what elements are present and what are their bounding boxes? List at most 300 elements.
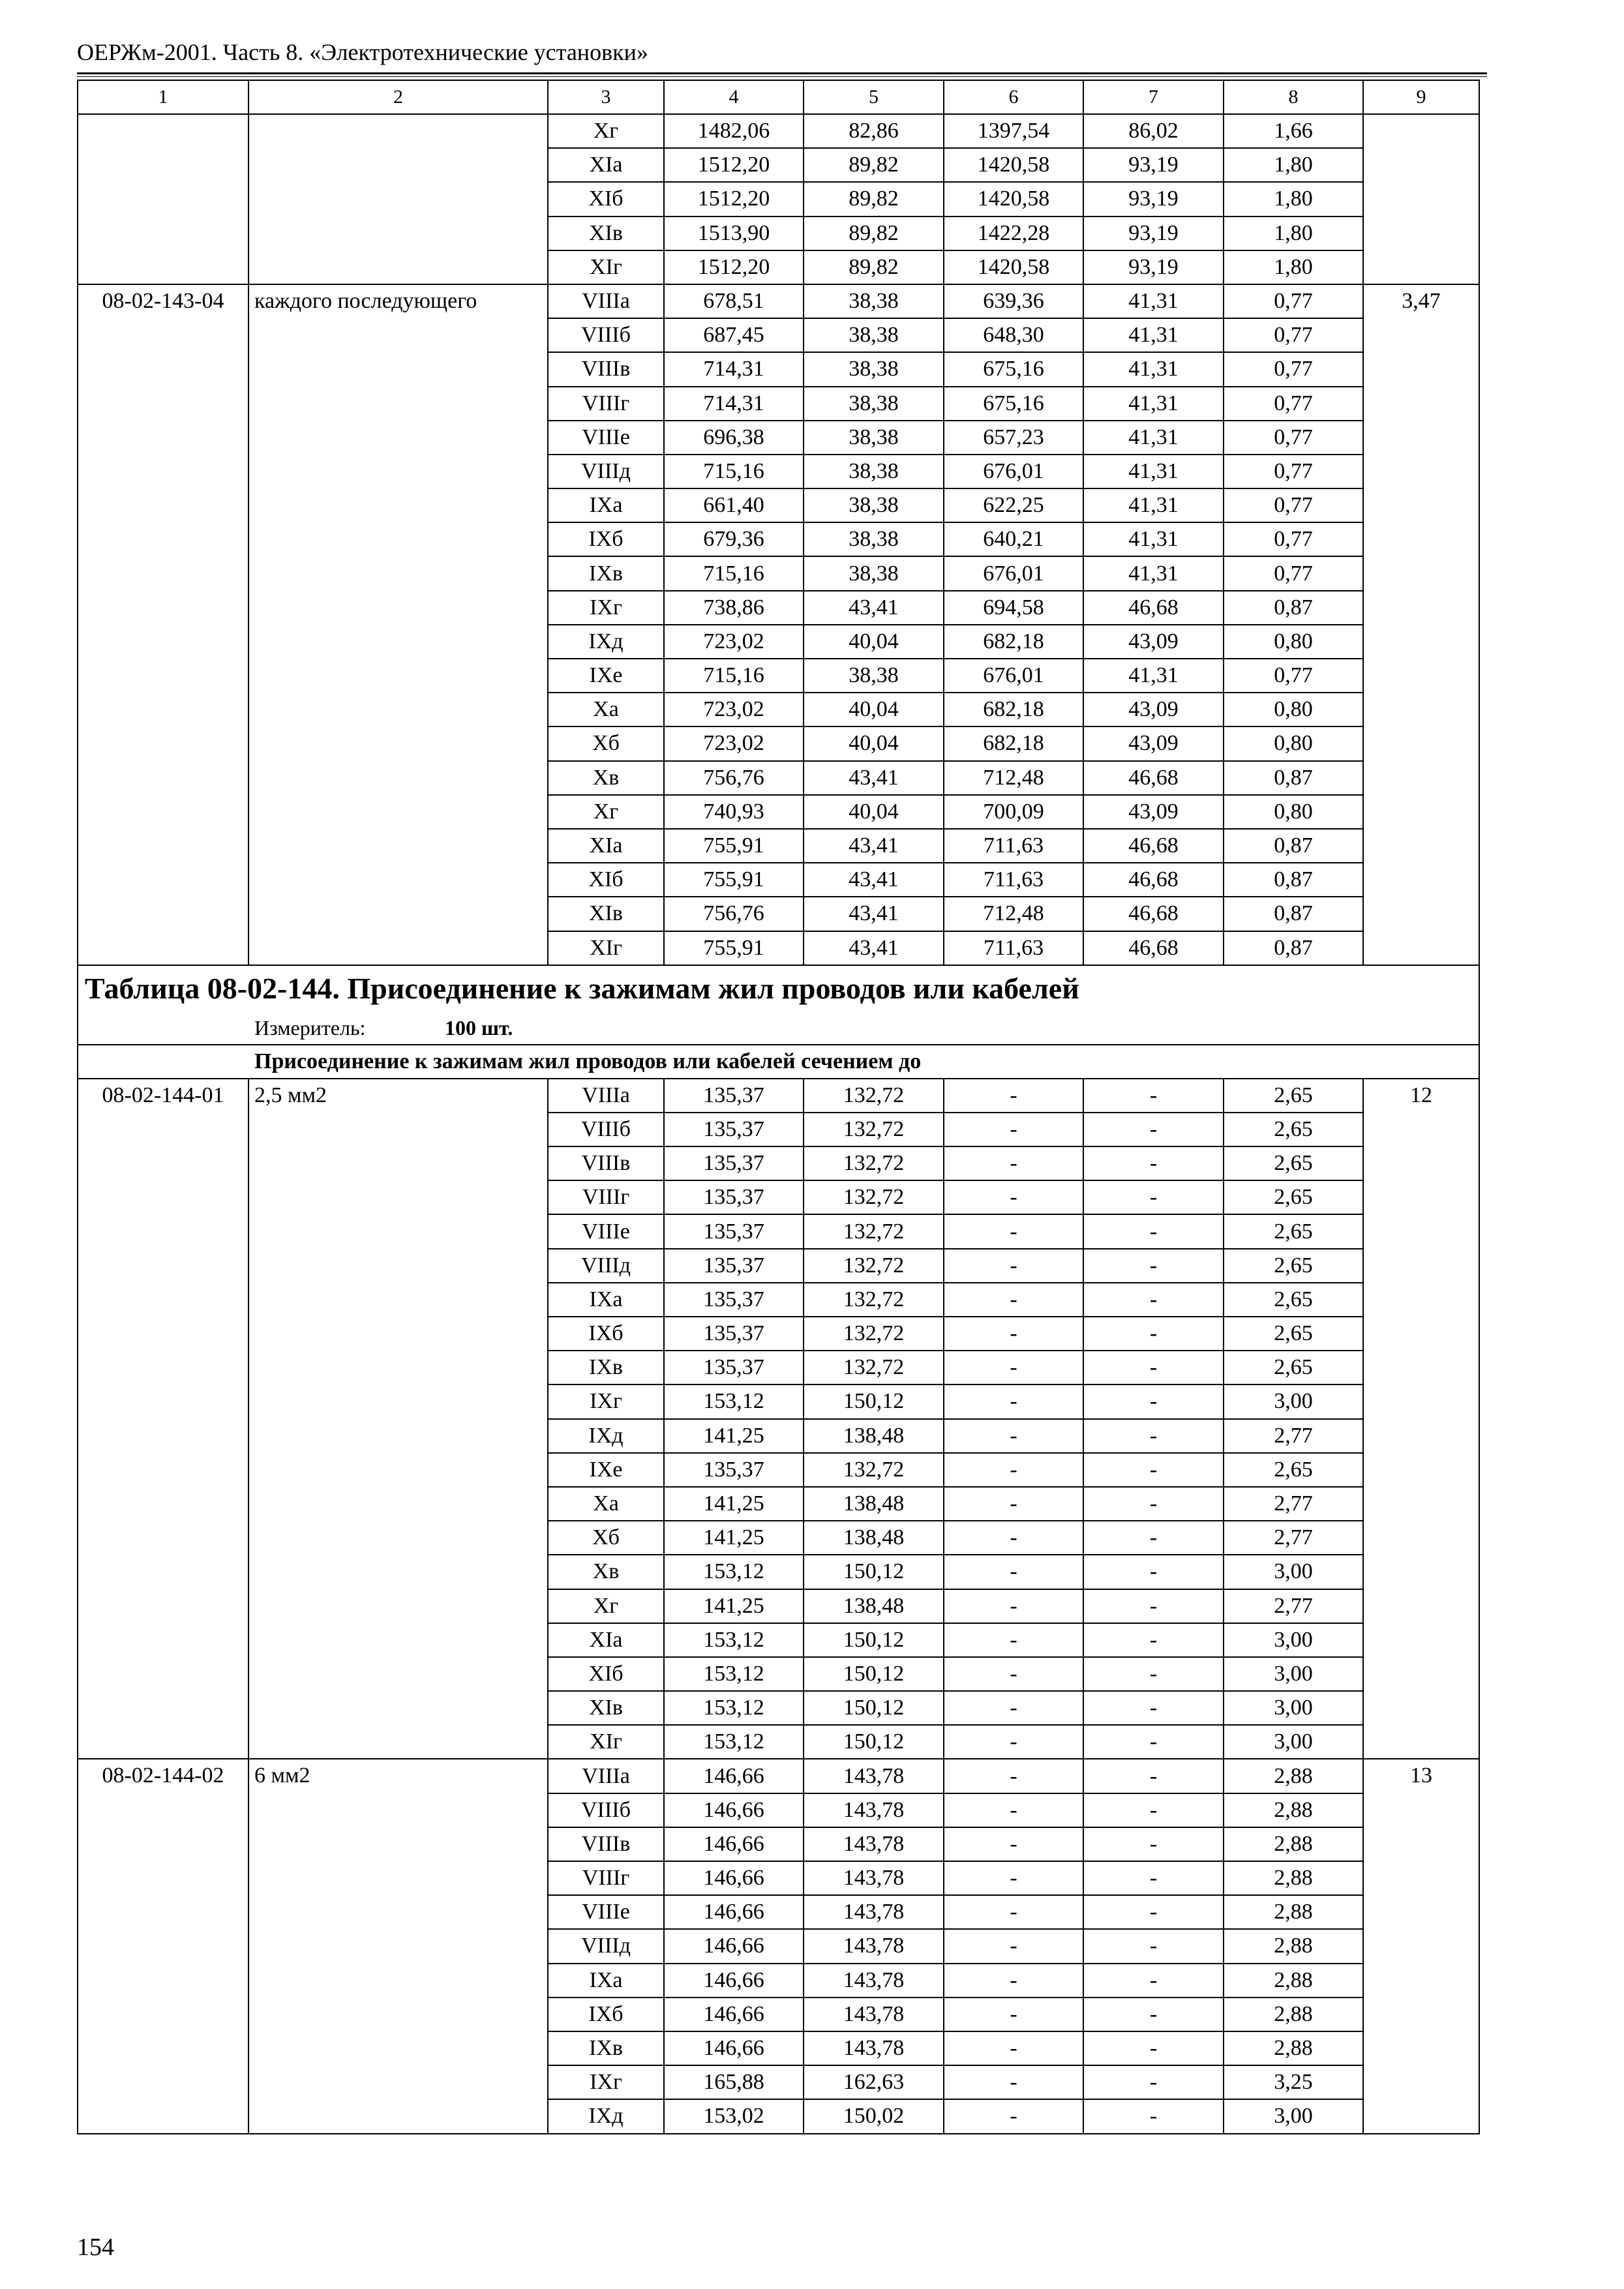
table-cell: 43,41 [804,829,944,863]
table-cell: 0,80 [1224,693,1363,726]
table-cell: 146,66 [664,1759,804,1793]
table-cell: 150,02 [804,2099,944,2133]
measure-value: 100 шт. [445,1015,513,1040]
table-cell: 46,68 [1083,591,1224,625]
table-cell: - [1083,1861,1224,1895]
table-cell: 150,12 [804,1725,944,1759]
table-cell: 150,12 [804,1657,944,1691]
table-cell: VIIIа [548,1079,664,1113]
table-cell: 0,77 [1224,318,1363,352]
table-cell: - [944,1113,1083,1146]
table-cell: 146,66 [664,2031,804,2065]
table-cell: Xв [548,761,664,795]
table-cell: VIIIа [548,284,664,318]
table-cell: 146,66 [664,1895,804,1929]
table-cell: 46,68 [1083,863,1224,897]
column-number: 7 [1083,80,1224,114]
table-cell: 138,48 [804,1589,944,1623]
table-cell: - [944,1521,1083,1555]
table-cell: IXд [548,625,664,659]
table-cell: IXб [548,522,664,556]
table-cell: 38,38 [804,455,944,488]
table-cell: 43,41 [804,863,944,897]
table-cell: IXг [548,1384,664,1418]
table-cell: 3,00 [1224,1555,1363,1589]
table-cell: 755,91 [664,931,804,965]
table-cell: 146,66 [664,1861,804,1895]
table-cell: 40,04 [804,625,944,659]
group-08-02-143-04-name: каждого последующего [248,284,548,965]
table-cell: IXе [548,1453,664,1487]
table-cell: 639,36 [944,284,1083,318]
table-cell: - [1083,1283,1224,1317]
group-08-02-144-01-col9: 12 [1363,1079,1479,1759]
table-cell: 143,78 [804,1895,944,1929]
section-subtitle-row [78,1045,1479,1079]
table-cell: 93,19 [1083,250,1224,284]
table-cell: 135,37 [664,1214,804,1248]
table-cell: 0,77 [1224,488,1363,522]
table-cell: IXа [548,488,664,522]
table-cell: 146,66 [664,1827,804,1861]
table-cell: IXв [548,556,664,590]
table-cell: 661,40 [664,488,804,522]
table-cell: 2,88 [1224,2031,1363,2065]
table-cell: 714,31 [664,387,804,421]
table-cell: - [1083,2031,1224,2065]
table-cell: 1420,58 [944,182,1083,216]
table-cell: 756,76 [664,897,804,931]
table-cell: 46,68 [1083,931,1224,965]
table-cell: IXа [548,1964,664,1997]
table-cell: 143,78 [804,1997,944,2031]
table-cell: VIIIб [548,1793,664,1827]
table-cell: 2,65 [1224,1113,1363,1146]
table-cell: 89,82 [804,217,944,250]
table-cell: 711,63 [944,931,1083,965]
table-cell: - [1083,1453,1224,1487]
table-cell: 723,02 [664,726,804,760]
table-cell: - [1083,1351,1224,1384]
column-number: 9 [1363,80,1479,114]
table-cell: 150,12 [804,1384,944,1418]
table-cell: 0,77 [1224,556,1363,590]
table-cell: - [1083,2099,1224,2133]
column-number: 4 [664,80,804,114]
column-number: 8 [1224,80,1363,114]
table-cell: Xг [548,795,664,829]
table-cell: 1,80 [1224,250,1363,284]
table-cell: XIб [548,1657,664,1691]
table-cell: 89,82 [804,182,944,216]
table-cell: 0,80 [1224,726,1363,760]
table-cell: 38,38 [804,659,944,693]
table-cell: - [944,1351,1083,1384]
group-08-02-144-01-code: 08-02-144-01 [78,1079,248,1759]
table-cell: 38,38 [804,421,944,455]
table-cell: - [944,1555,1083,1589]
table-cell: 755,91 [664,863,804,897]
continued-group-name [248,114,548,284]
table-cell: 150,12 [804,1623,944,1657]
table-cell: 2,65 [1224,1317,1363,1351]
table-cell: VIIIд [548,1929,664,1963]
table-cell: 2,88 [1224,1861,1363,1895]
table-cell: 132,72 [804,1079,944,1113]
table-cell: 696,38 [664,421,804,455]
table-cell: 41,31 [1083,387,1224,421]
table-cell: XIв [548,217,664,250]
table-cell: VIIIг [548,1180,664,1214]
table-cell: - [1083,1623,1224,1657]
table-cell: 146,66 [664,1997,804,2031]
table-cell: 153,12 [664,1384,804,1418]
table-cell: 43,41 [804,591,944,625]
table-cell: 38,38 [804,488,944,522]
table-cell: 138,48 [804,1487,944,1521]
table-cell: 135,37 [664,1283,804,1317]
table-cell: - [1083,1249,1224,1283]
table-cell: 3,00 [1224,1691,1363,1725]
group-08-02-143-04-col9: 3,47 [1363,284,1479,965]
table-cell: - [944,1419,1083,1453]
table-cell: 153,12 [664,1555,804,1589]
table-cell: - [944,1214,1083,1248]
table-cell: VIIIв [548,1827,664,1861]
measure-label: Измеритель: [254,1015,366,1040]
continued-group-col9 [1363,114,1479,284]
table-cell: 2,65 [1224,1351,1363,1384]
table-cell: 41,31 [1083,284,1224,318]
page-number: 154 [77,2234,114,2261]
table-cell: - [944,1759,1083,1793]
table-cell: IXб [548,1997,664,2031]
table-cell: 89,82 [804,250,944,284]
table-cell: - [1083,1146,1224,1180]
table-cell: 135,37 [664,1249,804,1283]
table-cell: - [944,1384,1083,1418]
group-08-02-143-04-code: 08-02-143-04 [78,284,248,965]
measure-cell [78,1011,1479,1045]
table-cell: XIг [548,931,664,965]
table-cell: VIIIд [548,455,664,488]
table-cell: 132,72 [804,1249,944,1283]
table-cell: 3,25 [1224,2065,1363,2099]
table-cell: 676,01 [944,455,1083,488]
table-cell: 143,78 [804,1793,944,1827]
table-cell: VIIIг [548,1861,664,1895]
table-cell: 648,30 [944,318,1083,352]
table-cell: 40,04 [804,726,944,760]
table-cell: 0,87 [1224,863,1363,897]
table-cell: 86,02 [1083,114,1224,148]
table-cell: 132,72 [804,1146,944,1180]
table-cell: 141,25 [664,1589,804,1623]
table-cell: 0,87 [1224,897,1363,931]
table-cell: 46,68 [1083,897,1224,931]
table-cell: 153,12 [664,1623,804,1657]
table-cell: Xа [548,1487,664,1521]
table-cell: - [1083,1827,1224,1861]
table-cell: VIIIв [548,1146,664,1180]
table-cell: 40,04 [804,795,944,829]
table-cell: 712,48 [944,897,1083,931]
table-cell: 0,77 [1224,284,1363,318]
table-cell: 682,18 [944,726,1083,760]
table-cell: 0,80 [1224,795,1363,829]
table-cell: - [944,1691,1083,1725]
table-cell: IXг [548,2065,664,2099]
table-cell: - [944,1589,1083,1623]
table-cell: 132,72 [804,1351,944,1384]
table-cell: 2,88 [1224,1929,1363,1963]
table-cell: 132,72 [804,1283,944,1317]
table-cell: 2,88 [1224,1895,1363,1929]
table-cell: VIIIе [548,1895,664,1929]
table-cell: 2,65 [1224,1214,1363,1248]
table-cell: VIIIб [548,1113,664,1146]
table-cell: 153,12 [664,1725,804,1759]
table-cell: 141,25 [664,1419,804,1453]
table-cell: 711,63 [944,863,1083,897]
table-cell: 46,68 [1083,829,1224,863]
table-cell: - [1083,1589,1224,1623]
table-cell: - [944,2031,1083,2065]
table-cell: - [1083,1997,1224,2031]
table-cell: 715,16 [664,556,804,590]
table-cell: XIа [548,1623,664,1657]
section-title-row [78,965,1479,1011]
table-cell: 679,36 [664,522,804,556]
header-rule-thin [77,76,1487,77]
table-cell: 146,66 [664,1793,804,1827]
table-cell: Xб [548,1521,664,1555]
rates-table [77,80,1480,2134]
table-cell: Xв [548,1555,664,1589]
table-cell: 150,12 [804,1691,944,1725]
table-cell: 143,78 [804,1861,944,1895]
table-cell: 146,66 [664,1929,804,1963]
group-08-02-144-02-name: 6 мм2 [248,1759,548,2133]
table-cell: 41,31 [1083,318,1224,352]
table-cell: 1512,20 [664,148,804,182]
table-cell: XIв [548,897,664,931]
table-cell: - [944,1657,1083,1691]
table-cell: 712,48 [944,761,1083,795]
table-cell: - [1083,1555,1224,1589]
table-cell: Xб [548,726,664,760]
column-number: 1 [78,80,248,114]
table-cell: - [1083,1759,1224,1793]
table-cell: 162,63 [804,2065,944,2099]
table-cell: 38,38 [804,556,944,590]
table-cell: 657,23 [944,421,1083,455]
group-08-02-144-02-code: 08-02-144-02 [78,1759,248,2133]
table-cell: 41,31 [1083,522,1224,556]
table-cell: - [944,1827,1083,1861]
table-cell: - [944,1317,1083,1351]
table-cell: 622,25 [944,488,1083,522]
table-cell: 132,72 [804,1214,944,1248]
table-cell: 0,77 [1224,352,1363,386]
column-number: 2 [248,80,548,114]
table-cell: 687,45 [664,318,804,352]
table-cell: 700,09 [944,795,1083,829]
table-cell: - [1083,1691,1224,1725]
table-cell: 143,78 [804,2031,944,2065]
table-cell: 0,77 [1224,421,1363,455]
table-cell: 135,37 [664,1317,804,1351]
table-cell: VIIIе [548,1214,664,1248]
table-cell: - [944,1487,1083,1521]
table-cell: IXд [548,1419,664,1453]
section-title: Таблица 08-02-144. Присоединение к зажимам жил проводов или кабелей [78,965,1479,1011]
page-header-title: ОЕРЖм-2001. Часть 8. «Электротехнические установки» [77,39,648,65]
column-number: 3 [548,80,664,114]
table-cell: 0,80 [1224,625,1363,659]
table-cell: 756,76 [664,761,804,795]
table-cell: 143,78 [804,1827,944,1861]
table-cell: 2,88 [1224,1759,1363,1793]
table-cell: - [944,1793,1083,1827]
table-cell: - [1083,1079,1224,1113]
table-cell: 755,91 [664,829,804,863]
table-cell: 2,65 [1224,1249,1363,1283]
table-cell: 135,37 [664,1079,804,1113]
table-cell: 43,09 [1083,795,1224,829]
table-cell: 1,80 [1224,148,1363,182]
table-cell: - [944,1283,1083,1317]
table-cell: 0,77 [1224,455,1363,488]
table-cell: 41,31 [1083,488,1224,522]
table-cell: 3,00 [1224,1657,1363,1691]
table-cell: 93,19 [1083,148,1224,182]
table-cell: VIIIв [548,352,664,386]
table-cell: IXв [548,1351,664,1384]
table-row [78,1759,1479,1793]
table-cell: 46,68 [1083,761,1224,795]
table-cell: 135,37 [664,1113,804,1146]
table-cell: 138,48 [804,1521,944,1555]
measure-row [78,1011,1479,1045]
table-cell: 132,72 [804,1453,944,1487]
table-cell: - [944,1725,1083,1759]
column-number: 5 [804,80,944,114]
table-cell: 0,77 [1224,659,1363,693]
table-cell: 38,38 [804,387,944,421]
table-cell: 2,65 [1224,1146,1363,1180]
table-cell: - [944,1180,1083,1214]
table-cell: 640,21 [944,522,1083,556]
table-cell: 43,09 [1083,726,1224,760]
table-cell: 0,87 [1224,761,1363,795]
table-cell: 676,01 [944,659,1083,693]
table-cell: - [944,1964,1083,1997]
table-cell: VIIIа [548,1759,664,1793]
table-cell: 2,77 [1224,1419,1363,1453]
table-cell: VIIIе [548,421,664,455]
table-cell: 0,87 [1224,591,1363,625]
table-cell: Xа [548,693,664,726]
table-cell: 150,12 [804,1555,944,1589]
table-cell: 694,58 [944,591,1083,625]
table-cell: - [1083,1895,1224,1929]
table-cell: 2,88 [1224,1964,1363,1997]
table-cell: - [944,1453,1083,1487]
table-cell: 2,65 [1224,1283,1363,1317]
table-cell: - [1083,1384,1224,1418]
table-cell: - [944,1997,1083,2031]
table-cell: 1482,06 [664,114,804,148]
table-cell: 678,51 [664,284,804,318]
table-cell: 2,65 [1224,1079,1363,1113]
table-cell: - [1083,1113,1224,1146]
table-cell: 2,88 [1224,1997,1363,2031]
table-cell: 40,04 [804,693,944,726]
table-cell: XIб [548,182,664,216]
table-cell: 676,01 [944,556,1083,590]
table-cell: 132,72 [804,1113,944,1146]
table-cell: 43,09 [1083,625,1224,659]
table-cell: 43,09 [1083,693,1224,726]
table-cell: 682,18 [944,625,1083,659]
table-cell: 135,37 [664,1146,804,1180]
table-cell: 41,31 [1083,659,1224,693]
table-cell: XIа [548,148,664,182]
table-cell: 714,31 [664,352,804,386]
table-cell: 93,19 [1083,182,1224,216]
table-cell: 38,38 [804,284,944,318]
table-cell: 43,41 [804,931,944,965]
table-row [78,1079,1479,1113]
table-cell: 132,72 [804,1317,944,1351]
table-cell: 153,12 [664,1691,804,1725]
table-cell: 41,31 [1083,421,1224,455]
section-subtitle: Присоединение к зажимам жил проводов или кабелей сечением до [78,1045,1479,1079]
table-cell: - [944,1929,1083,1963]
table-cell: 132,72 [804,1180,944,1214]
table-cell: 1513,90 [664,217,804,250]
table-cell: - [944,1895,1083,1929]
table-cell: 1397,54 [944,114,1083,148]
table-cell: 1,80 [1224,217,1363,250]
table-cell: IXб [548,1317,664,1351]
table-cell: 723,02 [664,693,804,726]
table-cell: - [1083,1929,1224,1963]
table-cell: - [944,1861,1083,1895]
table-cell: 143,78 [804,1964,944,1997]
column-number: 6 [944,80,1083,114]
table-cell: 675,16 [944,352,1083,386]
table-cell: 0,77 [1224,387,1363,421]
table-cell: 135,37 [664,1351,804,1384]
table-cell: 143,78 [804,1929,944,1963]
table-cell: 38,38 [804,522,944,556]
table-cell: 141,25 [664,1487,804,1521]
table-cell: 711,63 [944,829,1083,863]
table-cell: XIб [548,863,664,897]
table-cell: 2,88 [1224,1793,1363,1827]
table-cell: - [1083,1521,1224,1555]
table-cell: 135,37 [664,1453,804,1487]
table-cell: 138,48 [804,1419,944,1453]
table-cell: 43,41 [804,761,944,795]
table-row [78,284,1479,318]
table-cell: IXг [548,591,664,625]
table-cell: - [1083,1725,1224,1759]
header-rule-thick [77,72,1487,74]
table-row [78,114,1479,148]
